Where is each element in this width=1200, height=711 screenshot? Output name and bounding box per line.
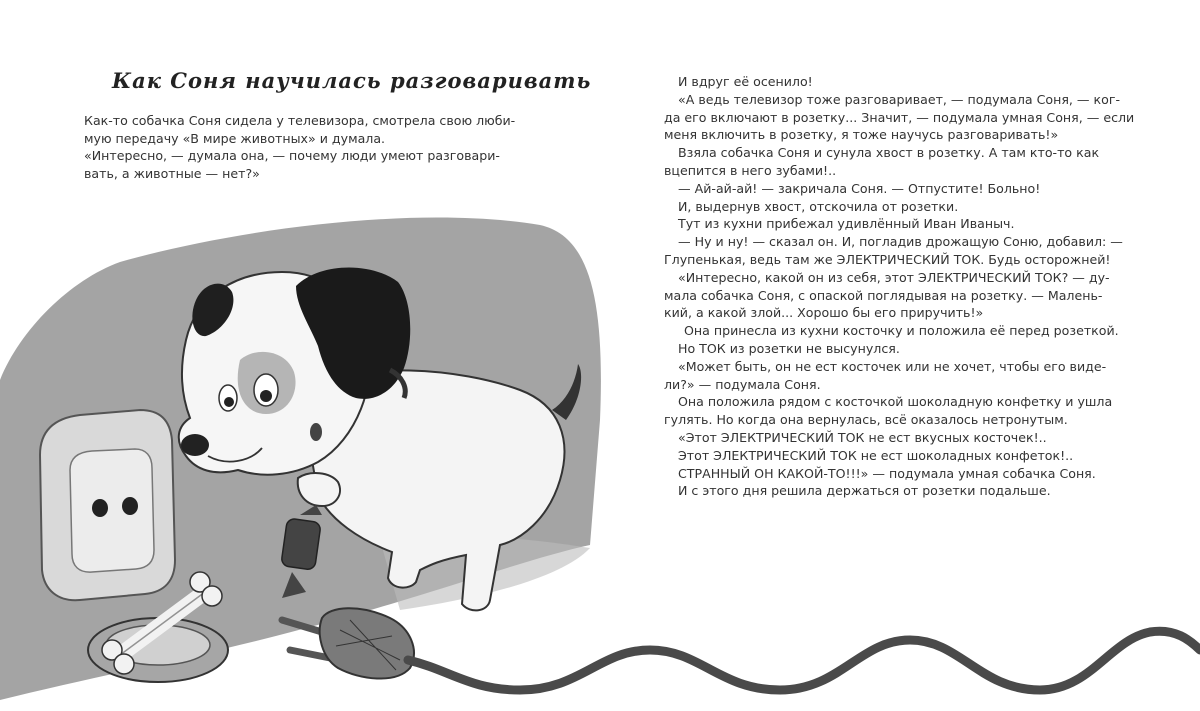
text-line: «Этот ЭЛЕКТРИЧЕСКИЙ ТОК не ест вкусных косточек!.. <box>678 429 1047 445</box>
story-illustration <box>0 200 1200 711</box>
text-line: Она положила рядом с косточкой шоколадную конфетку и ушла <box>678 394 1113 410</box>
text-line: «А ведь телевизор тоже разговаривает, — подумала Соня, — ког- <box>678 91 1120 107</box>
text-line: Тут из кухни прибежал удивлённый Иван Иваныч. <box>678 216 1015 232</box>
text-line: вать, а животные — нет?» <box>84 165 260 181</box>
text-line: вцепится в него зубами!.. <box>664 162 837 178</box>
text-line: — Ну и ну! — сказал он. И, погладив дрожащую Соню, добавил: — <box>678 234 1123 250</box>
text-line: «Может быть, он не ест косточек или не хочет, чтобы его виде- <box>678 358 1107 374</box>
text-line: Она принесла из кухни косточку и положила её перед розеткой. <box>684 323 1119 339</box>
text-line: мала собачка Соня, с опаской поглядывая на розетку. — Малень- <box>664 287 1103 303</box>
text-line: Взяла собачка Соня и сунула хвост в розетку. А там кто-то как <box>678 145 1100 161</box>
text-line: да его включают в розетку... Значит, — подумала умная Соня, — если <box>664 109 1135 125</box>
text-line: — Ай-ай-ай! — закричала Соня. — Отпустите! Больно! <box>678 180 1041 196</box>
text-line: И, выдернув хвост, отскочила от розетки. <box>678 198 959 214</box>
text-line: Этот ЭЛЕКТРИЧЕСКИЙ ТОК не ест шоколадных конфеток!.. <box>678 447 1074 463</box>
wall-socket-icon <box>40 410 175 600</box>
left-page-text <box>84 112 554 182</box>
text-line: Глупенькая, ведь там же ЭЛЕКТРИЧЕСКИЙ ТОК. Будь осторожней! <box>664 251 1111 267</box>
text-line: гулять. Но когда она вернулась, всё оказалось нетронутым. <box>664 412 1068 428</box>
text-line: Но ТОК из розетки не высунулся. <box>678 340 900 356</box>
text-line: меня включить в розетку, я тоже научусь разговаривать!» <box>664 127 1059 143</box>
text-line: кий, а какой злой... Хорошо бы его приручить!» <box>664 305 984 321</box>
text-line: И с этого дня решила держаться от розетки подальше. <box>678 483 1051 499</box>
power-cable <box>408 631 1200 690</box>
text-line: мую передачу «В мире животных» и думала. <box>84 130 386 146</box>
text-line: И вдруг её осенило! <box>678 74 813 89</box>
text-line: «Интересно, — думала она, — почему люди умеют разговари- <box>84 148 500 163</box>
text-line: Как-то собачка Соня сидела у телевизора, смотрела свою люби- <box>84 113 516 128</box>
text-line: ли?» — подумала Соня. <box>664 376 821 392</box>
text-line: «Интересно, какой он из себя, этот ЭЛЕКТРИЧЕСКИЙ ТОК? — ду- <box>678 269 1110 285</box>
story-title: Как Соня научилась разговаривать <box>112 68 592 93</box>
text-line: СТРАННЫЙ ОН КАКОЙ-ТО!!!» — подумала умная собачка Соня. <box>678 465 1096 481</box>
